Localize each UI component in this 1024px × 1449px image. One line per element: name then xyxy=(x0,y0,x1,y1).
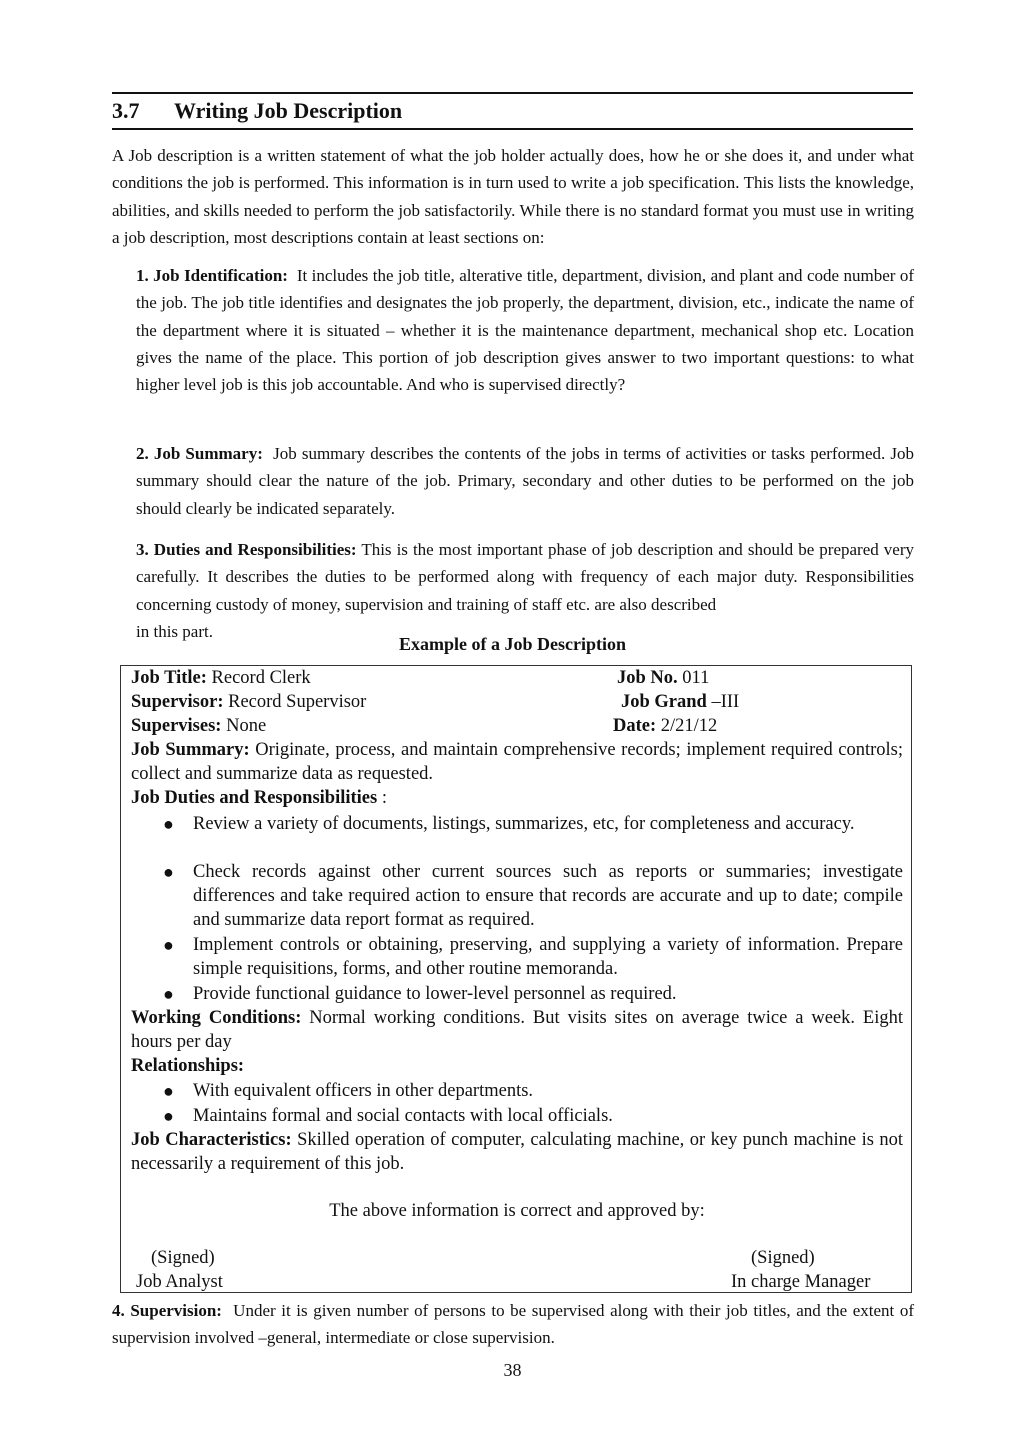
item-text: This is the most important phase of job description and should be prepared very carefully. It describes the duties to be performed along with frequency of each major duty. Responsibilities concerning custody of money, supervision and training of staff etc. are also described xyxy=(136,540,915,614)
top-rule xyxy=(112,92,913,94)
job-title-line xyxy=(131,666,311,690)
bullet-icon: ● xyxy=(163,984,174,1004)
bullet-icon: ● xyxy=(163,935,174,955)
item-supervision xyxy=(112,1297,914,1352)
item-label: 3. Duties and Responsibilities: xyxy=(136,540,357,559)
duty-item: Implement controls or obtaining, preserving, and supplying a variety of information. Prepare simple requisitions, forms, and other routine memoranda. xyxy=(193,935,903,979)
date-value: 2/21/12 xyxy=(660,716,718,736)
duty-item: Provide functional guidance to lower-level personnel as required. xyxy=(193,984,677,1004)
working-label: Working Conditions: xyxy=(131,1008,302,1028)
job-title-label: Job Title: xyxy=(131,668,207,688)
relationship-item: Maintains formal and social contacts with local officials. xyxy=(193,1106,613,1126)
supervisor-label: Supervisor: xyxy=(131,692,224,712)
signed-right: (Signed) xyxy=(751,1248,815,1268)
job-no-label: Job No. xyxy=(617,668,678,688)
supervises-value: None xyxy=(226,716,267,736)
summary-text: Originate, process, and maintain comprehensive records; implement required controls; collect and summarize data as requested. xyxy=(131,740,904,784)
duty-item: Review a variety of documents, listings, summarizes, etc, for completeness and accuracy. xyxy=(193,814,855,834)
duties-label: Job Duties and Responsibilities xyxy=(131,788,378,808)
job-summary-block xyxy=(131,738,903,786)
supervises-line xyxy=(131,714,266,738)
summary-label: Job Summary: xyxy=(131,740,250,760)
approval-statement: The above information is correct and approved by: xyxy=(329,1201,705,1221)
item-text: Under it is given number of persons to be supervised along with their job titles, and the extent of supervision involved –general, intermediate or close supervision. xyxy=(112,1301,915,1348)
job-grand-value: –III xyxy=(711,692,740,712)
relationships-heading: Relationships: xyxy=(131,1056,245,1076)
item-text: Job summary describes the contents of the jobs in terms of activities or tasks performed. Job summary should clear the nature of the job. Primary, secondary and other duties to be performed on the job should clearly be indicated separately. xyxy=(136,444,914,518)
date-label: Date: xyxy=(613,716,657,736)
date-line xyxy=(613,714,717,738)
job-characteristics-block xyxy=(131,1128,903,1176)
item-duties-responsibilities xyxy=(136,536,914,645)
bullet-icon: ● xyxy=(163,1106,174,1126)
section-number: 3.7 xyxy=(112,98,140,123)
section-title: Writing Job Description xyxy=(174,98,403,123)
job-grand-line xyxy=(621,690,739,714)
relationship-item: With equivalent officers in other departments. xyxy=(193,1081,534,1101)
job-title-value: Record Clerk xyxy=(211,668,311,688)
item-label: 1. Job Identification: xyxy=(136,266,288,285)
working-conditions-block xyxy=(131,1006,903,1054)
job-no-value: 011 xyxy=(682,668,710,688)
example-title: Example of a Job Description xyxy=(399,634,626,654)
supervisor-value: Record Supervisor xyxy=(228,692,367,712)
signed-left: (Signed) xyxy=(151,1248,215,1268)
heading-underline xyxy=(112,128,913,130)
supervises-label: Supervises: xyxy=(131,716,222,736)
duties-heading xyxy=(131,786,903,810)
duty-item: Check records against other current sources such as reports or summaries; investigate differences and take required action to ensure that records are accurate and up to date; compile and summarize data report format as required. xyxy=(193,862,903,930)
supervisor-line xyxy=(131,690,366,714)
characteristics-text: Skilled operation of computer, calculating machine, or key punch machine is not necessarily a requirement of this job. xyxy=(131,1130,904,1174)
item-label: 2. Job Summary: xyxy=(136,444,263,463)
role-left: Job Analyst xyxy=(136,1272,223,1292)
item-text: It includes the job title, alterative title, department, division, and plant and code number of the job. The job title identifies and designates the job properly, the department, division, etc., indicate the name of the department where it is situated – whether it is the maintenance department, mechanical shop etc. Location gives the name of the place. This portion of job description gives answer to two important questions: to what higher level job is this job accountable. And who is supervised directly? xyxy=(136,266,915,395)
page-number: 38 xyxy=(503,1360,522,1380)
role-right: In charge Manager xyxy=(731,1272,871,1292)
item-label: 4. Supervision: xyxy=(112,1301,222,1320)
duties-colon: : xyxy=(381,788,387,808)
bullet-icon: ● xyxy=(163,1081,174,1101)
job-grand-label: Job Grand xyxy=(621,692,707,712)
item-text-tail: in this part. xyxy=(136,621,213,641)
job-no-line xyxy=(617,666,709,690)
section-heading xyxy=(112,96,913,126)
working-text: Normal working conditions. But visits sites on average twice a week. Eight hours per day xyxy=(131,1008,903,1052)
job-description-box xyxy=(120,665,912,1293)
item-job-identification xyxy=(136,262,914,398)
item-job-summary xyxy=(136,440,914,522)
intro-paragraph: A Job description is a written statement of what the job holder actually does, how he or she does it, and under what conditions the job is performed. This information is in turn used to write a job specification. This lists the knowledge, abilities, and skills needed to perform the job satisfactorily. While there is no standard format you must use in writing a job description, most descriptions contain at least sections on: xyxy=(112,146,914,247)
characteristics-label: Job Characteristics: xyxy=(131,1130,292,1150)
bullet-icon: ● xyxy=(163,862,174,882)
bullet-icon: ● xyxy=(163,814,174,834)
